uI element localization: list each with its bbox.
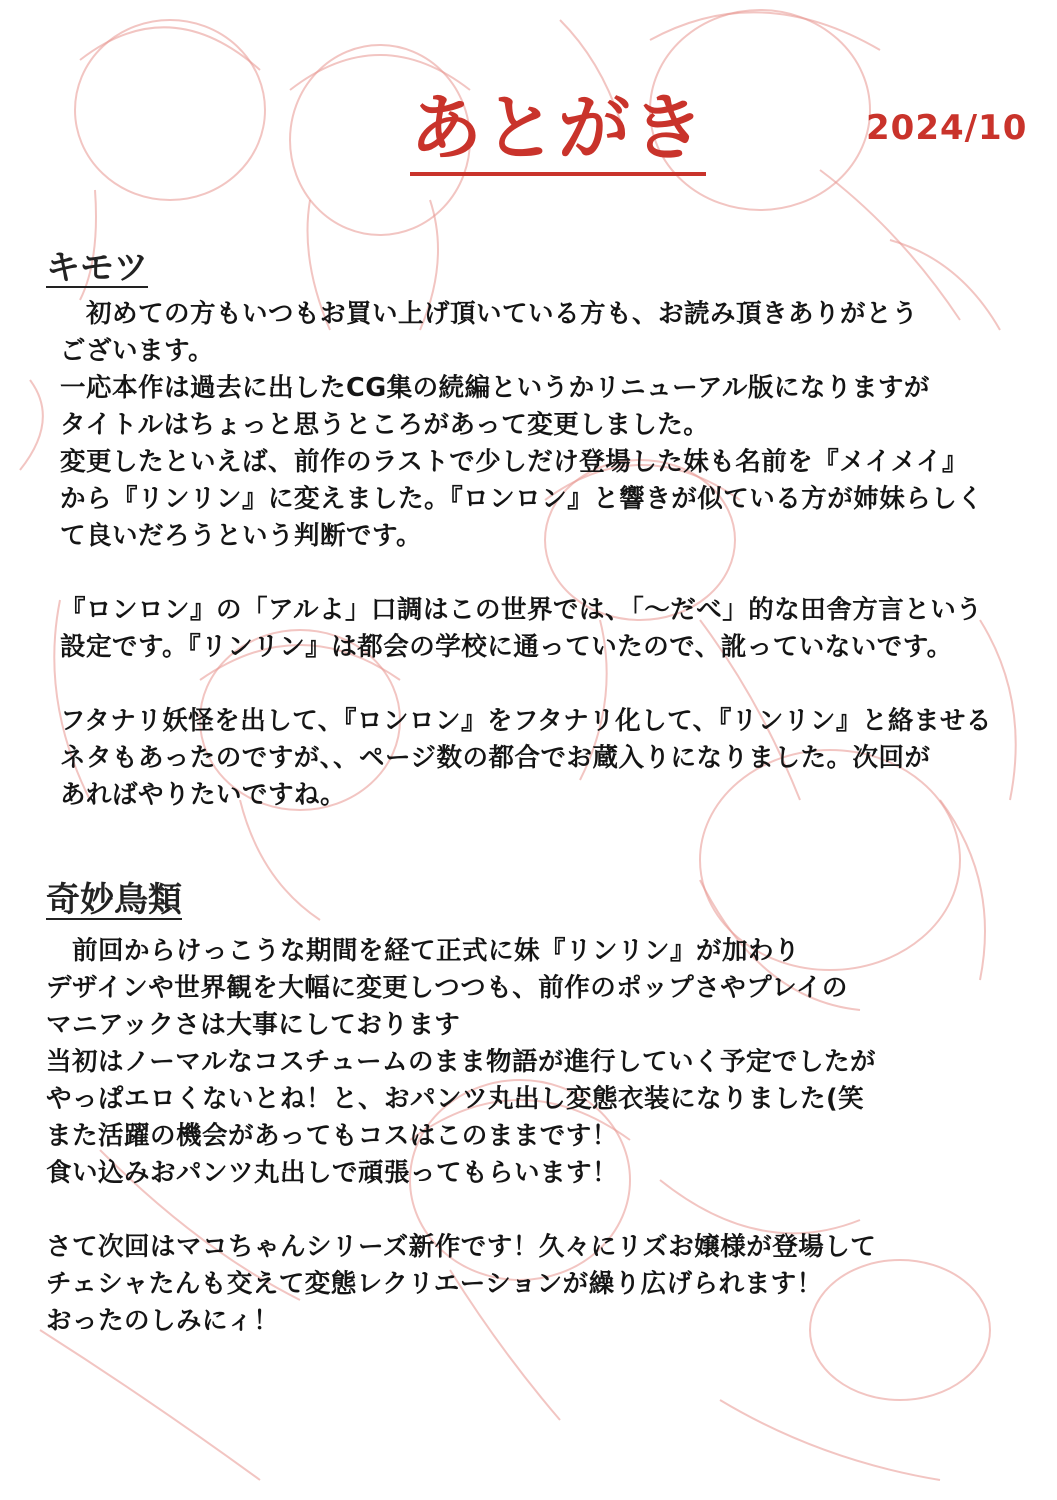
body-line: 設定です。『リンリン』は都会の学校に通っていたので、訛っていないです。 [60,632,953,662]
body-line: 前回からけっこうな期間を経て正式に妹『リンリン』が加わり [46,936,801,966]
body-line: から『リンリン』に変えました。『ロンロン』と響きが似ている方が姉妹らしく [60,484,984,514]
body-line: 『ロンロン』の「アルよ」口調はこの世界では、「～だべ」的な田舎方言という [60,595,983,625]
body-line: ございます。 [60,336,214,366]
body-line: やっぱエロくないとね！と、おパンツ丸出し変態衣装になりました(笑 [46,1084,865,1114]
page-title: あとがき [410,92,706,176]
blank-line [60,555,992,592]
body-line: おったのしみにィ！ [46,1306,280,1336]
body-line: 当初はノーマルなコスチュームのまま物語が進行していく予定でしたが [46,1047,876,1077]
body-line: 一応本作は過去に出したCG集の続編というかリニューアル版になりますが [60,373,930,403]
section-heading-kimyo-chorui: 奇妙鳥類 [46,880,182,920]
section-body-kimyo-chorui [46,933,876,1340]
body-line: また活躍の機会があってもコスはこのままです！ [46,1121,618,1151]
body-line: タイトルはちょっと思うところがあって変更しました。 [60,410,710,440]
body-line: デザインや世界観を大幅に変更しつつも、前作のポップさやプレイの [46,973,848,1003]
body-line: マニアックさは大事にしております [46,1010,461,1040]
body-line: あればやりたいですね。 [60,780,347,810]
blank-line [60,666,992,703]
blank-line [46,1192,876,1229]
body-line: ネタもあったのですが、、ページ数の都合でお蔵入りになりました。次回が [60,743,931,773]
date-label: 2024/10 [866,108,1028,148]
body-line: 初めての方もいつもお買い上げ頂いている方も、お読み頂きありがとう [60,299,919,329]
body-line: 変更したといえば、前作のラストで少しだけ登場した妹も名前を『メイメイ』 [60,447,968,477]
body-line: て良いだろうという判断です。 [60,521,422,551]
body-line: チェシャたんも交えて変態レクリエーションが繰り広げられます！ [46,1269,823,1299]
body-line: フタナリ妖怪を出して、『ロンロン』をフタナリ化して、『リンリン』と絡ませる [60,706,992,736]
section-body-kimotsu [60,296,992,814]
body-line: さて次回はマコちゃんシリーズ新作です！久々にリズお嬢様が登場して [46,1232,877,1262]
body-line: 食い込みおパンツ丸出しで頑張ってもらいます！ [46,1158,619,1188]
section-heading-kimotsu: キモツ [46,248,148,288]
